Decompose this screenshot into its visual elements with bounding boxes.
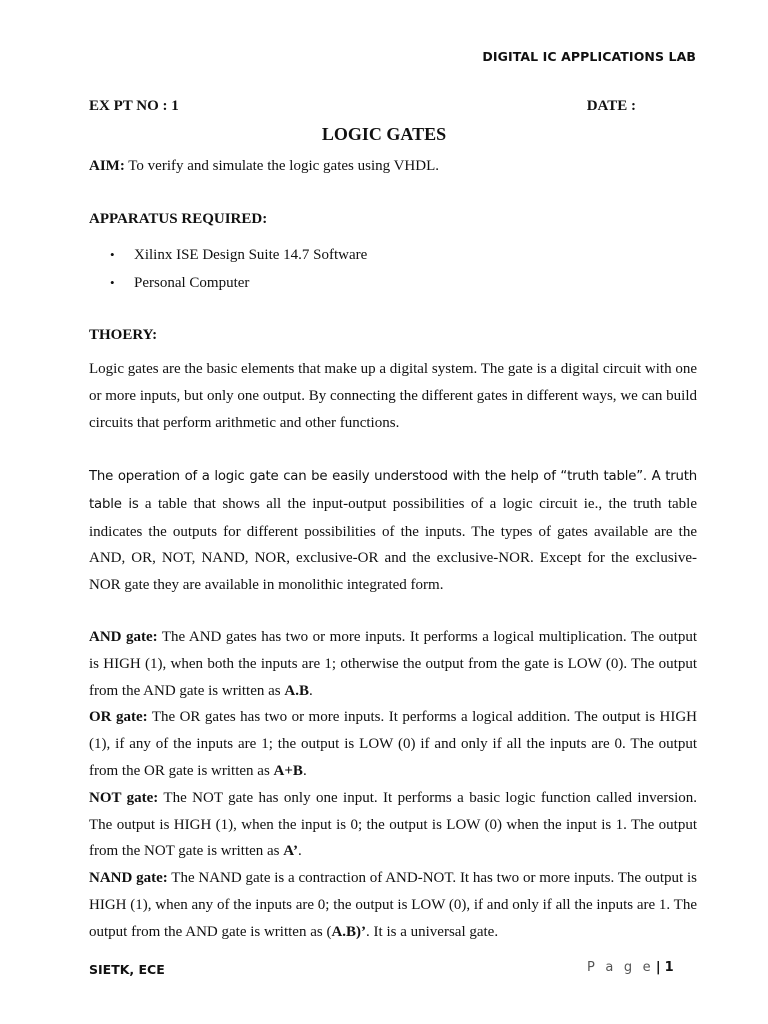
running-header: DIGITAL IC APPLICATIONS LAB [482, 49, 696, 64]
nand-gate-label: NAND gate: [89, 870, 168, 887]
bullet-icon: • [110, 247, 115, 262]
theory-paragraph-1: Logic gates are the basic elements that make up a digital system. The gate is a digital circuit with one or more inputs, but only one output. By connecting the different gates in different ways, we can build circuits that perform arithmetic and other functions. [89, 361, 697, 431]
theory-paragraph-2-lead: The operation of a logic gate can be easily understood with the help of “truth table”. A truth table is [89, 469, 697, 512]
not-gate-text: The NOT gate has only one input. It performs a basic logic function called inversion. The output is HIGH (1), when the input is 0; the output is LOW (0) when the input is 1. The output from the NOT gate is written as [89, 789, 697, 860]
footer-separator: | [655, 960, 661, 975]
page-title: LOGIC GATES [321, 124, 447, 144]
footer-page-word: P a g e [587, 960, 654, 975]
nand-gate-paragraph [89, 865, 697, 945]
and-gate-paragraph [89, 624, 697, 704]
or-gate-expression: A+B [273, 762, 303, 779]
aim-label: AIM: [89, 158, 125, 174]
date-label: DATE : [586, 98, 636, 114]
not-gate-label: NOT gate: [89, 789, 159, 806]
nand-gate-text: The NAND gate is a contraction of AND-NOT. It has two or more inputs. The output is HIGH (1), when any of the inputs are 0; the output is LOW (0), if and only if all the inputs are 1. The output from the AND gate is written as ( [89, 870, 697, 940]
or-gate-paragraph [89, 704, 697, 784]
or-gate-label: OR gate: [89, 709, 148, 726]
and-gate-text: The AND gates has two or more inputs. It performs a logical multiplication. The output is HIGH (1), when both the inputs are 1; otherwise the output from the gate is LOW (0). The output from the AND gate is written as [89, 629, 697, 699]
list-item [110, 241, 367, 269]
or-gate-text: The OR gates has two or more inputs. It performs a logical addition. The output is HIGH (1), if any of the inputs are 1; the output is LOW (0) if and only if all the inputs are 0. The output from the OR gate is written as [89, 709, 697, 779]
experiment-number: EX PT NO : 1 [89, 98, 179, 114]
theory-paragraph-2-rest: a table that shows all the input-output possibilities of a logic circuit ie., the truth table indicates the outputs for different possibilities of the inputs. The types of gates available are the AND, OR, NOT, NAND, NOR, exclusive-OR and the exclusive-NOR. Except for the exclusive-NOR gate they are available in monolithic integrated form. [89, 495, 697, 594]
list-item [110, 269, 367, 297]
nand-gate-expression: A.B)’ [331, 923, 367, 940]
not-gate-tail: . [297, 843, 302, 860]
not-gate-paragraph [89, 785, 697, 865]
not-gate-expression: A’ [283, 843, 298, 860]
apparatus-heading: APPARATUS REQUIRED: [89, 211, 268, 227]
apparatus-list [110, 241, 367, 297]
bullet-icon: • [110, 275, 115, 290]
footer-page-number: 1 [664, 960, 674, 975]
footer-page-indicator [587, 960, 674, 975]
nand-gate-tail: . It is a universal gate. [366, 923, 499, 940]
apparatus-item-software: Xilinx ISE Design Suite 14.7 Software [134, 247, 368, 263]
aim-section [89, 153, 697, 180]
and-gate-label: AND gate: [89, 629, 158, 645]
or-gate-tail: . [302, 762, 307, 779]
aim-text: To verify and simulate the logic gates using VHDL. [124, 158, 440, 174]
gates-section [89, 624, 697, 946]
theory-paragraph-2 [89, 463, 697, 599]
footer-department: SIETK, ECE [89, 962, 165, 977]
theory-heading: THOERY: [89, 327, 158, 343]
experiment-row [89, 98, 636, 115]
and-gate-expression: A.B [284, 682, 309, 699]
apparatus-item-computer: Personal Computer [134, 275, 250, 291]
and-gate-tail: . [308, 682, 313, 699]
